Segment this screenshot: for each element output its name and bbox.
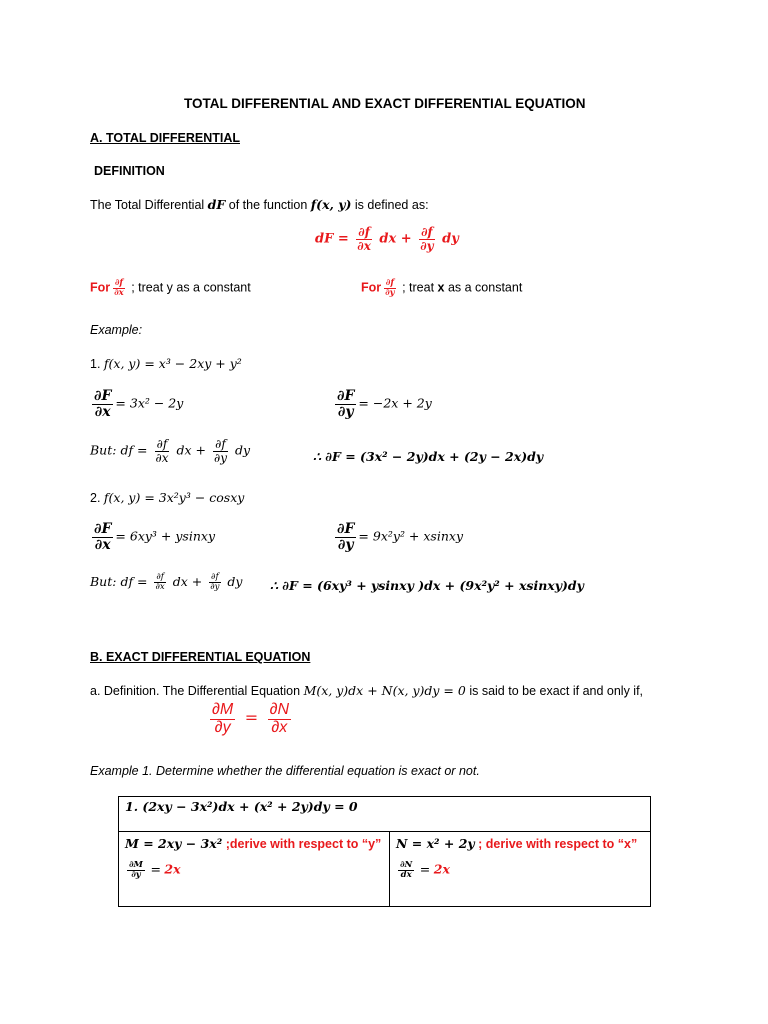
example-table [118,796,651,907]
total-differential-formula: dF = $\frac{\partial f}{\partial x}$ dx + $\frac{\partial f}{\partial y}$ dy [315,225,459,253]
table-n-cell: N = x² + 2y ; derive with respect to “x” $\frac{\partial N}{dx}$ = 2x [390,832,651,907]
table-m-cell: M = 2xy − 3x² ;derive with respect to “y” $\frac{\partial M}{\partial y}$ = 2x [119,832,390,907]
exact-definition-text: a. Definition. The Differential Equation M(x, y)dx + N(x, y)dy = 0 is said to be exact if and only if, [90,683,644,698]
example1-instruction: Example 1. Determine whether the differential equation is exact or not. [90,764,480,778]
dn-dx-value: $\frac{\partial N}{dx}$ = 2x [400,860,450,880]
for-partial-x: For $\frac{\partial f}{\partial x}$ ; treat y as a constant [90,278,251,298]
table-row [119,832,651,907]
definition-heading: DEFINITION [94,164,165,178]
example2-function: 2. f(x, y) = 3x²y³ − cosxy [90,490,245,505]
example2-partial-y: $\frac{\partial F}{\partial y}$ = 9x²y² + xsinxy [337,521,463,553]
exactness-condition: $\frac{\partial M}{\partial y}$ = $\frac{\partial N}{\partial x}$ [212,701,290,736]
example2-but: But: df = $\frac{\partial f}{\partial x}$ dx + $\frac{\partial f}{\partial y}$ dy [90,572,243,592]
table-equation-cell: 1. (2xy − 3x²)dx + (x² + 2y)dy = 0 [119,797,651,832]
example1-partial-x: $\frac{\partial F}{\partial x}$ = 3x² − 2y [94,388,184,420]
example1-but: But: df = $\frac{\partial f}{\partial x}$ dx + $\frac{\partial f}{\partial y}$ dy [90,437,251,465]
definition-text: The Total Differential dF of the function f(x, y) is defined as: [90,197,429,212]
example1-result: ∴ ∂F = (3x² − 2y)dx + (2y − 2x)dy [313,449,544,464]
example1-function: 1. f(x, y) = x³ − 2xy + y² [90,356,242,371]
section-a-heading: A. TOTAL DIFFERENTIAL [90,131,240,145]
for-partial-y: For $\frac{\partial f}{\partial y}$ ; treat x as a constant [361,278,523,298]
example-label: Example: [90,323,143,337]
page-title: TOTAL DIFFERENTIAL AND EXACT DIFFERENTIAL EQUATION [184,96,586,111]
example1-partial-y: $\frac{\partial F}{\partial y}$ = −2x + 2y [337,388,432,420]
example2-partial-x: $\frac{\partial F}{\partial x}$ = 6xy³ + ysinxy [94,521,216,553]
section-b-heading: B. EXACT DIFFERENTIAL EQUATION [90,650,311,664]
table-row [119,797,651,832]
example2-result: ∴ ∂F = (6xy³ + ysinxy )dx + (9x²y² + xsinxy)dy [270,578,584,593]
dm-dy-value: $\frac{\partial M}{\partial y}$ = 2x [129,860,181,880]
